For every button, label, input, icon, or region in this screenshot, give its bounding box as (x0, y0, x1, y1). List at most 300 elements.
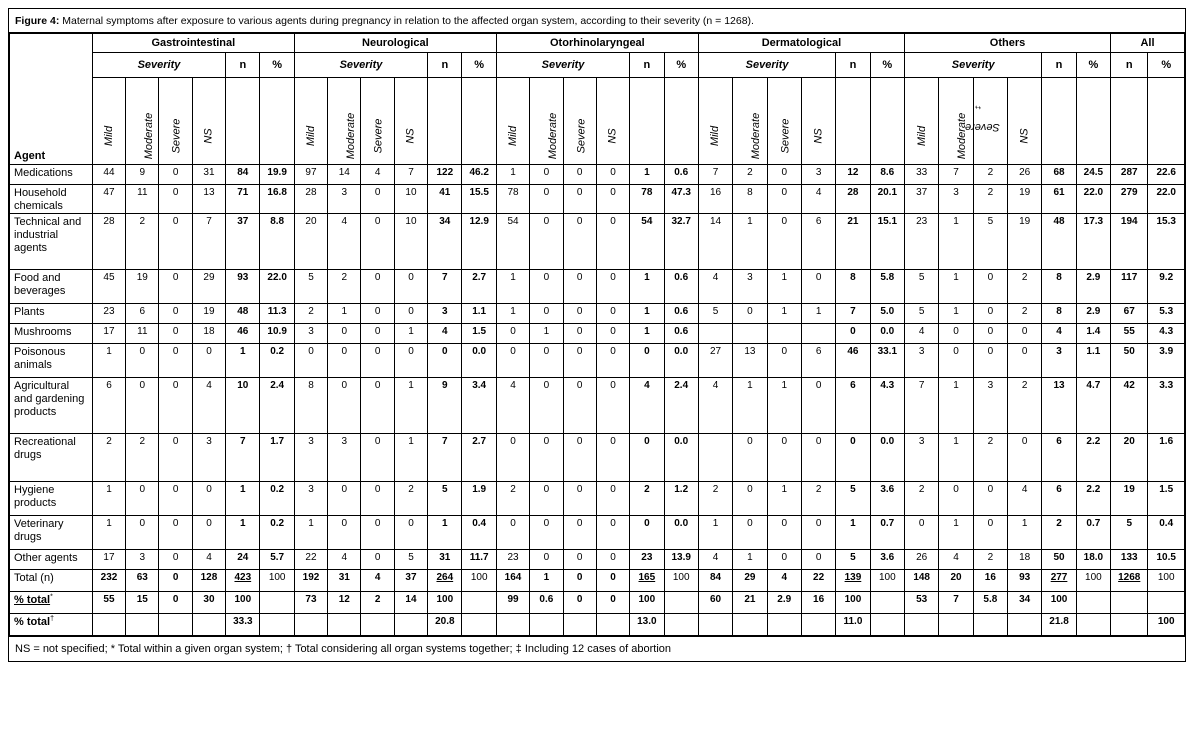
value-cell: 0 (1008, 434, 1042, 482)
value-cell: 22.6 (1148, 165, 1185, 185)
value-cell: 3 (733, 270, 767, 304)
value-cell: 4 (1008, 482, 1042, 516)
total-cell: 37 (394, 570, 427, 592)
value-cell: 0.6 (664, 270, 698, 304)
pct-header: % (260, 53, 294, 78)
value-cell: 1 (496, 270, 529, 304)
value-cell: 4 (328, 214, 361, 270)
value-cell: 0 (530, 344, 563, 378)
value-cell: 1 (630, 270, 664, 304)
value-cell: 0 (394, 516, 427, 550)
value-cell: 21 (836, 214, 870, 270)
value-cell: 4 (328, 550, 361, 570)
value-cell: 9 (126, 165, 159, 185)
total-cell (1076, 592, 1110, 614)
value-cell: 0 (530, 270, 563, 304)
value-cell: 0 (126, 482, 159, 516)
sev-severe: Severe (767, 78, 801, 165)
blank-cell (226, 78, 260, 165)
total-cell (1076, 614, 1110, 636)
value-cell: 1 (767, 270, 801, 304)
total-cell: 16 (801, 592, 835, 614)
value-cell: 14 (698, 214, 732, 270)
value-cell: 46.2 (462, 165, 496, 185)
agent-cell: Food and beverages (10, 270, 93, 304)
value-cell: 37 (904, 185, 938, 214)
value-cell: 0 (159, 165, 192, 185)
value-cell: 9.2 (1148, 270, 1185, 304)
value-cell: 0 (767, 550, 801, 570)
value-cell: 0 (767, 214, 801, 270)
total-cell: 93 (1008, 570, 1042, 592)
value-cell: 84 (226, 165, 260, 185)
total-cell: 165 (630, 570, 664, 592)
value-cell: 0 (563, 270, 596, 304)
value-cell: 0 (496, 434, 529, 482)
pct-header: % (462, 53, 496, 78)
value-cell: 0 (159, 434, 192, 482)
value-cell: 1.5 (462, 324, 496, 344)
value-cell: 7 (698, 165, 732, 185)
value-cell: 7 (428, 270, 462, 304)
value-cell: 16.8 (260, 185, 294, 214)
value-cell: 1 (767, 304, 801, 324)
value-cell: 0 (361, 185, 394, 214)
total-cell: 73 (294, 592, 327, 614)
value-cell: 78 (630, 185, 664, 214)
table-row (10, 324, 1185, 344)
total-cell (801, 614, 835, 636)
value-cell: 2 (733, 165, 767, 185)
pct-header: % (664, 53, 698, 78)
value-cell: 3 (294, 482, 327, 516)
value-cell: 8 (1042, 304, 1076, 324)
total-cell (294, 614, 327, 636)
value-cell: 5 (394, 550, 427, 570)
value-cell: 0 (530, 516, 563, 550)
value-cell: 31 (192, 165, 225, 185)
value-cell: 22 (294, 550, 327, 570)
total-label: % total* (10, 592, 93, 614)
value-cell: 3.3 (1148, 378, 1185, 434)
value-cell: 2 (294, 304, 327, 324)
n-header: n (1111, 53, 1148, 78)
value-cell: 2 (973, 550, 1007, 570)
value-cell: 11 (126, 185, 159, 214)
value-cell: 0 (767, 185, 801, 214)
value-cell: 2 (630, 482, 664, 516)
value-cell: 0.0 (462, 344, 496, 378)
value-cell: 0 (361, 304, 394, 324)
pct-header: % (870, 53, 904, 78)
value-cell: 5 (428, 482, 462, 516)
value-cell: 93 (226, 270, 260, 304)
total-cell: 63 (126, 570, 159, 592)
value-cell: 1 (733, 378, 767, 434)
total-cell (192, 614, 225, 636)
value-cell: 31 (428, 550, 462, 570)
value-cell: 2 (973, 434, 1007, 482)
value-cell: 5.8 (870, 270, 904, 304)
total-cell (563, 614, 596, 636)
value-cell: 7 (226, 434, 260, 482)
total-cell: 100 (428, 592, 462, 614)
value-cell: 0 (126, 516, 159, 550)
value-cell: 0 (496, 324, 529, 344)
value-cell: 27 (698, 344, 732, 378)
value-cell: 4 (496, 378, 529, 434)
value-cell: 2 (973, 185, 1007, 214)
value-cell: 1 (328, 304, 361, 324)
value-cell: 2 (1042, 516, 1076, 550)
value-cell: 17 (92, 324, 125, 344)
value-cell: 0 (530, 214, 563, 270)
blank-cell (260, 78, 294, 165)
value-cell: 50 (1042, 550, 1076, 570)
value-cell: 0 (530, 378, 563, 434)
value-cell: 28 (92, 214, 125, 270)
total-cell: 139 (836, 570, 870, 592)
total-cell (126, 614, 159, 636)
total-cell: 53 (904, 592, 938, 614)
total-cell: 128 (192, 570, 225, 592)
value-cell: 0 (563, 185, 596, 214)
value-cell: 3 (294, 434, 327, 482)
value-cell: 5.3 (1148, 304, 1185, 324)
value-cell: 0 (563, 344, 596, 378)
value-cell: 29 (192, 270, 225, 304)
value-cell: 48 (1042, 214, 1076, 270)
total-cell (870, 592, 904, 614)
total-cell (664, 614, 698, 636)
value-cell: 4.7 (1076, 378, 1110, 434)
severity-header: Severity (496, 53, 629, 78)
total-cell: 20.8 (428, 614, 462, 636)
value-cell: 0 (361, 434, 394, 482)
value-cell: 0 (496, 516, 529, 550)
total-cell: 264 (428, 570, 462, 592)
value-cell: 26 (904, 550, 938, 570)
value-cell: 0 (563, 482, 596, 516)
total-cell (939, 614, 973, 636)
value-cell: 7 (939, 165, 973, 185)
severity-header: Severity (294, 53, 427, 78)
total-cell: 11.0 (836, 614, 870, 636)
value-cell: 1 (939, 434, 973, 482)
value-cell: 10.9 (260, 324, 294, 344)
value-cell: 0 (973, 516, 1007, 550)
value-cell: 0 (294, 344, 327, 378)
value-cell: 2.7 (462, 270, 496, 304)
value-cell: 18 (1008, 550, 1042, 570)
sev-ns: NS (192, 78, 225, 165)
value-cell: 5.0 (870, 304, 904, 324)
value-cell: 8.8 (260, 214, 294, 270)
blank-cell (630, 78, 664, 165)
value-cell: 71 (226, 185, 260, 214)
blank-cell (1148, 78, 1185, 165)
value-cell: 4 (939, 550, 973, 570)
value-cell (801, 324, 835, 344)
value-cell: 3 (904, 344, 938, 378)
value-cell: 19.9 (260, 165, 294, 185)
value-cell: 68 (1042, 165, 1076, 185)
value-cell: 0 (428, 344, 462, 378)
blank-cell (1042, 78, 1076, 165)
sev-severe-abortion: Severe‡ (973, 78, 1007, 165)
value-cell: 1 (939, 516, 973, 550)
sev-mild: Mild (698, 78, 732, 165)
group-neurological: Neurological (294, 34, 496, 53)
value-cell: 0 (1008, 344, 1042, 378)
value-cell: 5 (904, 304, 938, 324)
value-cell: 2 (1008, 304, 1042, 324)
value-cell: 28 (294, 185, 327, 214)
value-cell: 0 (596, 378, 629, 434)
table-row (10, 270, 1185, 304)
total-cell: 60 (698, 592, 732, 614)
sev-mild: Mild (294, 78, 327, 165)
total-cell: 5.8 (973, 592, 1007, 614)
total-cell (973, 614, 1007, 636)
table-row (10, 344, 1185, 378)
value-cell: 0 (801, 516, 835, 550)
table-row (10, 434, 1185, 482)
value-cell: 6 (836, 378, 870, 434)
total-cell (394, 614, 427, 636)
group-others: Others (904, 34, 1110, 53)
value-cell: 1 (530, 324, 563, 344)
total-cell: 0 (563, 592, 596, 614)
total-cell: 14 (394, 592, 427, 614)
value-cell: 2 (904, 482, 938, 516)
symptoms-table (9, 33, 1185, 636)
total-cell: 0.6 (530, 592, 563, 614)
value-cell: 23 (904, 214, 938, 270)
value-cell: 0 (159, 304, 192, 324)
agent-cell: Plants (10, 304, 93, 324)
table-row (10, 185, 1185, 214)
total-cell: 34 (1008, 592, 1042, 614)
agent-cell: Mushrooms (10, 324, 93, 344)
value-cell: 0.0 (870, 434, 904, 482)
value-cell: 4 (904, 324, 938, 344)
total-cell: 100 (1148, 570, 1185, 592)
value-cell: 5 (904, 270, 938, 304)
value-cell: 10 (226, 378, 260, 434)
value-cell: 1.7 (260, 434, 294, 482)
total-row (10, 570, 1185, 592)
total-cell: 21 (733, 592, 767, 614)
total-cell (664, 592, 698, 614)
value-cell: 13 (1042, 378, 1076, 434)
value-cell: 0 (192, 344, 225, 378)
value-cell: 0 (361, 344, 394, 378)
value-cell: 1 (394, 324, 427, 344)
value-cell: 0 (596, 550, 629, 570)
agent-cell: Veterinary drugs (10, 516, 93, 550)
value-cell: 2.9 (1076, 270, 1110, 304)
value-cell: 0 (939, 482, 973, 516)
value-cell: 20 (1111, 434, 1148, 482)
value-cell: 1 (939, 378, 973, 434)
value-cell: 19 (192, 304, 225, 324)
value-cell: 44 (92, 165, 125, 185)
value-cell: 0 (767, 344, 801, 378)
severity-header: Severity (904, 53, 1041, 78)
value-cell: 0 (563, 214, 596, 270)
value-cell: 0 (192, 482, 225, 516)
value-cell: 0 (530, 165, 563, 185)
value-cell: 0 (394, 344, 427, 378)
total-cell (733, 614, 767, 636)
value-cell: 14 (328, 165, 361, 185)
total-cell (596, 614, 629, 636)
value-cell: 2 (698, 482, 732, 516)
value-cell: 122 (428, 165, 462, 185)
sev-moderate: Moderate (530, 78, 563, 165)
value-cell: 22.0 (1148, 185, 1185, 214)
value-cell: 11 (126, 324, 159, 344)
sev-ns: NS (1008, 78, 1042, 165)
total-cell: 84 (698, 570, 732, 592)
value-cell: 41 (428, 185, 462, 214)
value-cell: 4 (428, 324, 462, 344)
value-cell: 8.6 (870, 165, 904, 185)
group-dermatological: Dermatological (698, 34, 904, 53)
value-cell: 0.2 (260, 516, 294, 550)
value-cell: 7 (394, 165, 427, 185)
value-cell: 46 (226, 324, 260, 344)
value-cell: 28 (836, 185, 870, 214)
value-cell: 0 (563, 516, 596, 550)
value-cell: 3 (328, 185, 361, 214)
value-cell: 1 (939, 304, 973, 324)
value-cell: 15.3 (1148, 214, 1185, 270)
value-cell: 2 (328, 270, 361, 304)
value-cell: 34 (428, 214, 462, 270)
value-cell: 0 (596, 185, 629, 214)
total-cell (767, 614, 801, 636)
value-cell: 3.6 (870, 482, 904, 516)
value-cell: 0 (328, 516, 361, 550)
value-cell: 2 (126, 214, 159, 270)
value-cell: 4 (1042, 324, 1076, 344)
table-row (10, 165, 1185, 185)
value-cell: 1 (767, 378, 801, 434)
value-cell: 0 (159, 550, 192, 570)
value-cell: 45 (92, 270, 125, 304)
value-cell: 1 (630, 304, 664, 324)
blank-cell (428, 78, 462, 165)
value-cell: 0 (361, 550, 394, 570)
value-cell: 18 (192, 324, 225, 344)
total-cell: 33.3 (226, 614, 260, 636)
sev-mild: Mild (496, 78, 529, 165)
value-cell: 0 (192, 516, 225, 550)
value-cell: 1 (394, 378, 427, 434)
value-cell: 2 (1008, 378, 1042, 434)
value-cell: 0 (563, 434, 596, 482)
value-cell: 0 (159, 378, 192, 434)
value-cell: 0 (733, 516, 767, 550)
value-cell: 3 (939, 185, 973, 214)
total-label: % total† (10, 614, 93, 636)
value-cell: 1.1 (462, 304, 496, 324)
total-cell (361, 614, 394, 636)
value-cell: 0 (159, 324, 192, 344)
value-cell: 6 (1042, 434, 1076, 482)
value-cell: 0 (530, 482, 563, 516)
value-cell: 2 (496, 482, 529, 516)
value-cell: 4 (192, 378, 225, 434)
table-row (10, 304, 1185, 324)
value-cell: 67 (1111, 304, 1148, 324)
value-cell: 0 (630, 344, 664, 378)
value-cell: 1 (767, 482, 801, 516)
value-cell: 3 (126, 550, 159, 570)
value-cell: 54 (496, 214, 529, 270)
value-cell: 1.9 (462, 482, 496, 516)
blank-cell (870, 78, 904, 165)
value-cell: 0.6 (664, 165, 698, 185)
table-row (10, 378, 1185, 434)
value-cell: 0.0 (664, 344, 698, 378)
group-all: All (1111, 34, 1185, 53)
value-cell: 10 (394, 185, 427, 214)
value-cell: 0 (733, 482, 767, 516)
value-cell: 6 (126, 304, 159, 324)
sev-mild: Mild (904, 78, 938, 165)
value-cell: 0 (159, 482, 192, 516)
caption-label: Figure 4: (15, 15, 60, 27)
total-cell (870, 614, 904, 636)
value-cell: 0 (361, 482, 394, 516)
agent-cell: Agricultural and gardening products (10, 378, 93, 434)
value-cell: 1 (226, 344, 260, 378)
value-cell: 54 (630, 214, 664, 270)
value-cell: 10 (394, 214, 427, 270)
agent-cell: Poisonous animals (10, 344, 93, 378)
value-cell: 0 (596, 324, 629, 344)
value-cell: 0.7 (1076, 516, 1110, 550)
value-cell: 2.4 (664, 378, 698, 434)
value-cell: 19 (126, 270, 159, 304)
value-cell: 15.5 (462, 185, 496, 214)
total-cell (260, 592, 294, 614)
severity-header: Severity (92, 53, 225, 78)
value-cell: 2.9 (1076, 304, 1110, 324)
sev-severe: Severe (563, 78, 596, 165)
total-cell (260, 614, 294, 636)
total-cell: 0 (563, 570, 596, 592)
group-otorhinolaryngeal: Otorhinolaryngeal (496, 34, 698, 53)
value-cell: 3.6 (870, 550, 904, 570)
value-cell: 2 (801, 482, 835, 516)
value-cell: 0 (530, 304, 563, 324)
value-cell: 33.1 (870, 344, 904, 378)
value-cell: 5 (836, 482, 870, 516)
value-cell: 2 (126, 434, 159, 482)
value-cell: 0.0 (664, 516, 698, 550)
value-cell: 19 (1111, 482, 1148, 516)
sev-ns: NS (596, 78, 629, 165)
value-cell: 0 (596, 165, 629, 185)
value-cell: 0 (973, 344, 1007, 378)
value-cell: 0 (361, 270, 394, 304)
value-cell: 17.3 (1076, 214, 1110, 270)
total-cell: 30 (192, 592, 225, 614)
